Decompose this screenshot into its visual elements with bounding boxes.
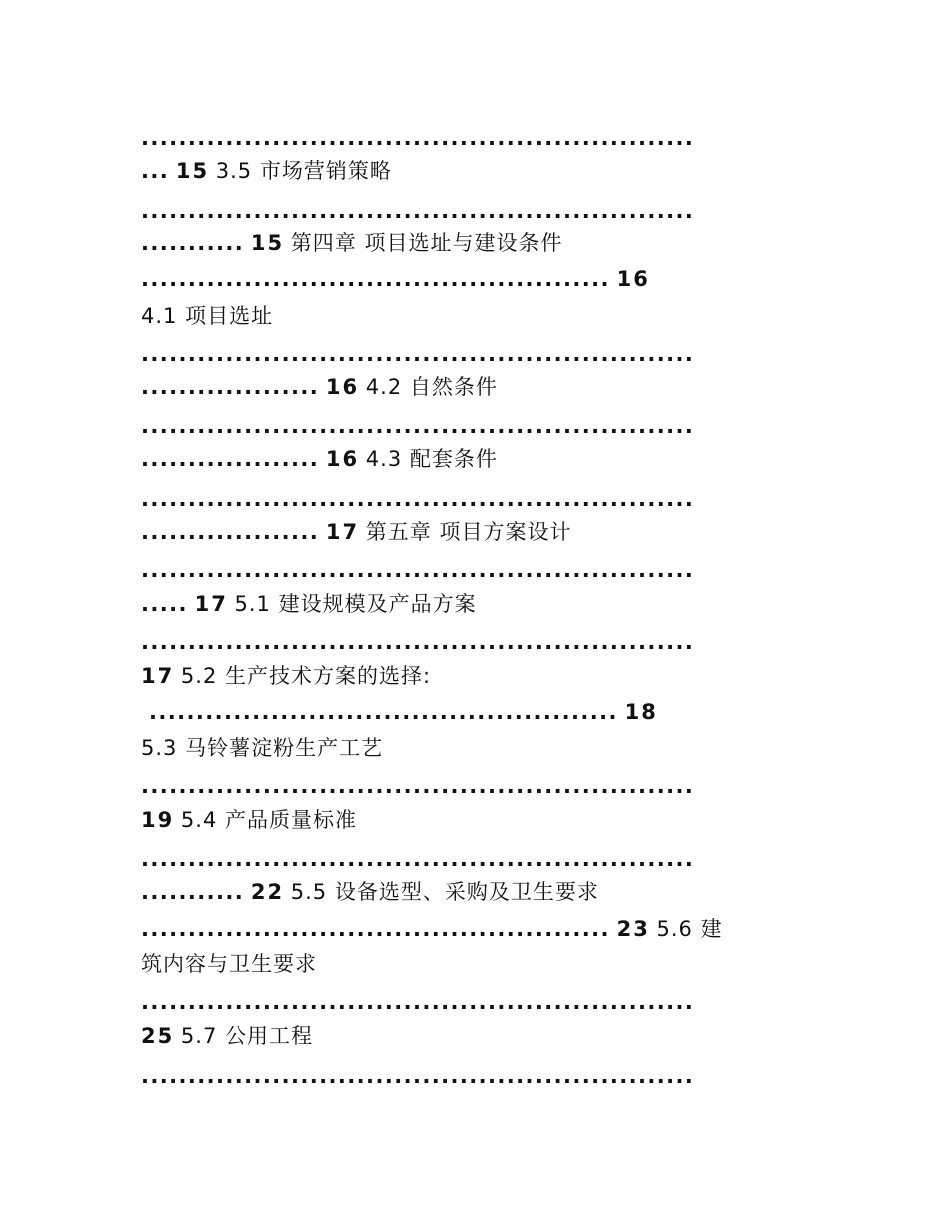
toc-entry[interactable]	[141, 591, 477, 617]
toc-leader-dots: ...........................................................	[141, 126, 695, 150]
toc-leader-dots: ...........................................................	[141, 774, 695, 798]
toc-entry-title: 4.3 配套条件	[365, 447, 498, 471]
toc-entry[interactable]	[141, 951, 317, 977]
toc-entry-title: 第四章 项目选址与建设条件	[290, 231, 563, 255]
toc-entry[interactable]	[141, 807, 357, 833]
toc-entry[interactable]	[149, 699, 658, 725]
toc-leader-row	[141, 125, 694, 151]
toc-entry[interactable]	[141, 629, 694, 655]
toc-entry[interactable]	[141, 158, 392, 184]
toc-leader-dots: ..................................................	[149, 700, 618, 724]
toc-leader-dots: .....	[141, 592, 188, 616]
toc-entry-title: 5.7 公用工程	[180, 1024, 313, 1048]
toc-leader-dots: ...	[141, 159, 170, 183]
toc-leader-row	[141, 341, 694, 367]
toc-entry-title: 3.5 市场营销策略	[215, 159, 392, 183]
toc-page-number: 19	[141, 808, 175, 832]
toc-entry[interactable]	[141, 663, 431, 689]
toc-leader-dots: ...........................................................	[141, 487, 695, 511]
toc-page-number: 16	[325, 447, 360, 471]
toc-page-number: 16	[616, 267, 650, 291]
toc-leader-row	[141, 486, 694, 512]
toc-leader-dots: ...........................................................	[141, 199, 695, 223]
toc-entry-title: 4.1 项目选址	[141, 304, 274, 328]
toc-entry-title: 5.2 生产技术方案的选择:	[180, 664, 432, 688]
toc-leader-dots: ...........................................................	[141, 847, 695, 871]
toc-entry[interactable]	[141, 266, 650, 292]
toc-leader-dots: ...........................................................	[141, 1064, 695, 1088]
toc-entry[interactable]	[141, 879, 599, 905]
toc-page-number: 16	[325, 375, 360, 399]
toc-entry-title: 5.6 建	[656, 917, 723, 941]
toc-entry[interactable]	[141, 916, 723, 942]
toc-leader-dots: ..................................................	[141, 917, 610, 941]
toc-entry[interactable]	[141, 230, 562, 256]
toc-entry[interactable]	[141, 773, 694, 799]
toc-leader-row	[141, 846, 694, 872]
toc-leader-dots: ...................	[141, 520, 320, 544]
toc-leader-dots: ..................................................	[141, 267, 610, 291]
toc-leader-dots: ...................	[141, 375, 320, 399]
toc-leader-row	[141, 413, 694, 439]
toc-entry[interactable]	[141, 519, 571, 545]
toc-page-number: 17	[194, 592, 228, 616]
toc-page-number: 22	[250, 880, 285, 904]
toc-leader-dots: ...........................................................	[141, 630, 695, 654]
toc-leader-dots: ...........................................................	[141, 414, 695, 438]
toc-entry-title: 第五章 项目方案设计	[365, 520, 572, 544]
toc-entry-title: 5.1 建设规模及产品方案	[234, 592, 477, 616]
toc-entry[interactable]	[141, 989, 694, 1015]
toc-page-number: 18	[624, 700, 658, 724]
toc-entry-title: 筑内容与卫生要求	[141, 952, 317, 976]
toc-page-number: 15	[250, 231, 285, 255]
toc-page-number: 25	[141, 1024, 175, 1048]
toc-leader-dots: ...........................................................	[141, 558, 695, 582]
toc-page-number: 17	[325, 520, 360, 544]
toc-entry[interactable]	[141, 446, 498, 472]
toc-leader-dots: ...................	[141, 447, 320, 471]
toc-leader-dots: ...........	[141, 231, 245, 255]
toc-entry-title: 4.2 自然条件	[365, 375, 498, 399]
toc-entry[interactable]	[141, 374, 498, 400]
toc-entry[interactable]	[141, 303, 273, 329]
toc-entry-title: 5.5 设备选型、采购及卫生要求	[290, 880, 599, 904]
toc-page-number: 15	[175, 159, 210, 183]
toc-entry[interactable]	[141, 1063, 694, 1089]
toc-leader-dots: ...........	[141, 880, 245, 904]
toc-entry-title: 5.4 产品质量标准	[180, 808, 357, 832]
toc-leader-row	[141, 198, 694, 224]
toc-entry[interactable]	[141, 735, 383, 761]
toc-entry[interactable]	[141, 1023, 313, 1049]
toc-leader-dots: ...........................................................	[141, 342, 695, 366]
toc-entry-title: 5.3 马铃薯淀粉生产工艺	[141, 736, 384, 760]
toc-leader-dots: ...........................................................	[141, 990, 695, 1014]
toc-page-number: 23	[616, 917, 650, 941]
toc-page-number: 17	[141, 664, 175, 688]
toc-leader-row	[141, 557, 694, 583]
